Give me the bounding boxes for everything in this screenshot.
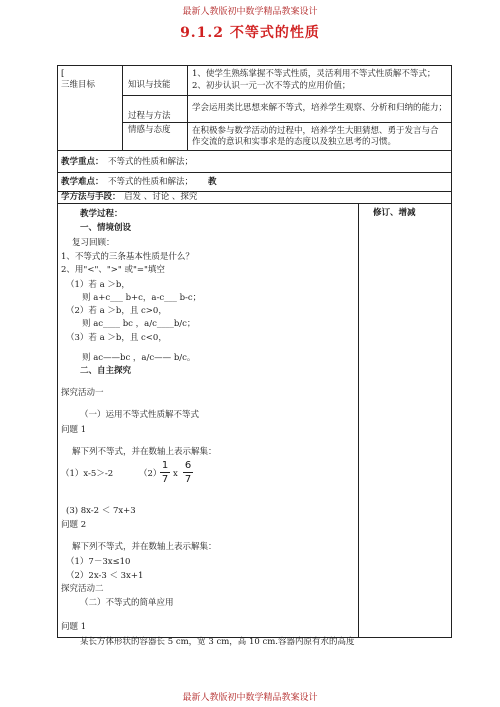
emotion-line1: 在积极参与数学活动的过程中，培养学生大胆猜想、勇于发言与合 [192,126,439,136]
rhs-numerator: 6 [184,460,192,471]
page-footer: 最新人教版初中数学精品教案设计 [182,693,318,703]
subsection-2: （二）不等式的简单应用 [80,598,174,608]
solve-instruction-2: 解下列不等式，并在数轴上表示解集： [72,542,217,552]
process-text: 学会运用类比思想来解不等式，培养学生观察、分析和归纳的能力； [192,103,448,113]
knowledge-line2: 2、初步认识一元一次不等式的应用价值； [192,81,351,91]
col-divider [187,65,188,150]
property-1-blanks: 则 a+c___ b+c，a-c___ b-c； [82,293,202,303]
key-text: 不等式的性质和解法； [108,157,194,167]
rhs-fraction-bar [183,472,193,473]
row-divider [122,122,452,123]
solve-instruction-1: 解下列不等式，并在数轴上表示解集： [72,447,217,457]
exercise-2-prefix: （2） [139,469,162,479]
fraction-bar [160,472,170,473]
exercise-5: （2）2x-3 ＜ 3x+1 [66,571,144,581]
difficulty-extra: 教 [208,177,217,187]
emotion-line2: 作交流的意识和实事求是的态度以及独立思考的习惯。 [192,137,397,147]
revise-label: 修订、增减 [373,208,416,218]
exercise-4: （1）7－3x≤10 [66,557,131,567]
exercise-2-rhs-fraction [183,460,193,485]
key-label: 教学重点： [61,157,104,167]
property-2-blanks: 则 ac____ bc ，a/c____b/c； [82,319,196,329]
rhs-denominator: 7 [184,474,192,485]
exercise-1: （1）x-5＞-2 [61,469,114,479]
page-title: 9.1.2 不等式的性质 [180,25,320,41]
goals-label: 三维目标 [61,80,96,90]
question-2: 2、用"<"、">" 或"="填空 [61,265,165,275]
row-divider [57,150,452,151]
process-label: 过程与方法 [128,111,171,121]
problem-2-label: 问题 2 [61,520,87,530]
section-2-title: 二、自主探究 [80,366,132,376]
review-label: 复习回顾： [72,238,115,248]
emotion-label: 情感与态度 [128,125,171,135]
row-divider [122,95,452,96]
knowledge-line1: 1、使学生熟练掌握不等式性质，灵活利用不等式性质解不等式； [192,69,436,79]
problem-1-label: 问题 1 [61,425,87,435]
exercise-2-fraction [160,460,170,485]
knowledge-label: 知识与技能 [128,80,171,90]
problem-3-label: 问题 1 [61,622,87,632]
explore-1-label: 探究活动一 [61,388,104,398]
method-label: 学方法与手段： [61,192,121,202]
section-1-title: 一、情境创设 [80,223,132,233]
col-divider [122,65,123,150]
method-text: 启发 、讨论 、探究 [124,192,198,202]
property-3-blanks: 则 ac——bc ，a/c—— b/c。 [82,353,196,363]
page-header: 最新人教版初中数学精品教案设计 [182,7,318,17]
difficulty-label: 教学难点： [61,177,104,187]
question-1: 1、不等式的三条基本性质是什么？ [61,252,194,262]
fraction-numerator: 1 [161,460,169,471]
fraction-denominator: 7 [161,474,169,485]
process-title: 教学过程： [80,209,123,219]
difficulty-text: 不等式的性质和解法； [108,177,194,187]
property-1: （1）若 a ＞b， [66,280,130,290]
exercise-2-variable: x [173,469,178,479]
explore-2-label: 探究活动二 [61,584,104,594]
row-divider [57,203,452,204]
col-divider [358,203,359,638]
row-divider [57,172,452,173]
exercise-3: (3) 8x-2 ＜ 7x+3 [66,506,136,516]
bracket-mark: [ [61,69,65,79]
property-3: （3）若 a ＞b，且 c<0， [66,333,167,343]
property-2: （2）若 a ＞b，且 c>0， [66,306,167,316]
problem-3-text: 某长方体形状的容器长 5 cm，宽 3 cm，高 10 cm.容器内原有水的高度 [80,637,355,647]
subsection-1: （一）运用不等式性质解不等式 [80,410,200,420]
